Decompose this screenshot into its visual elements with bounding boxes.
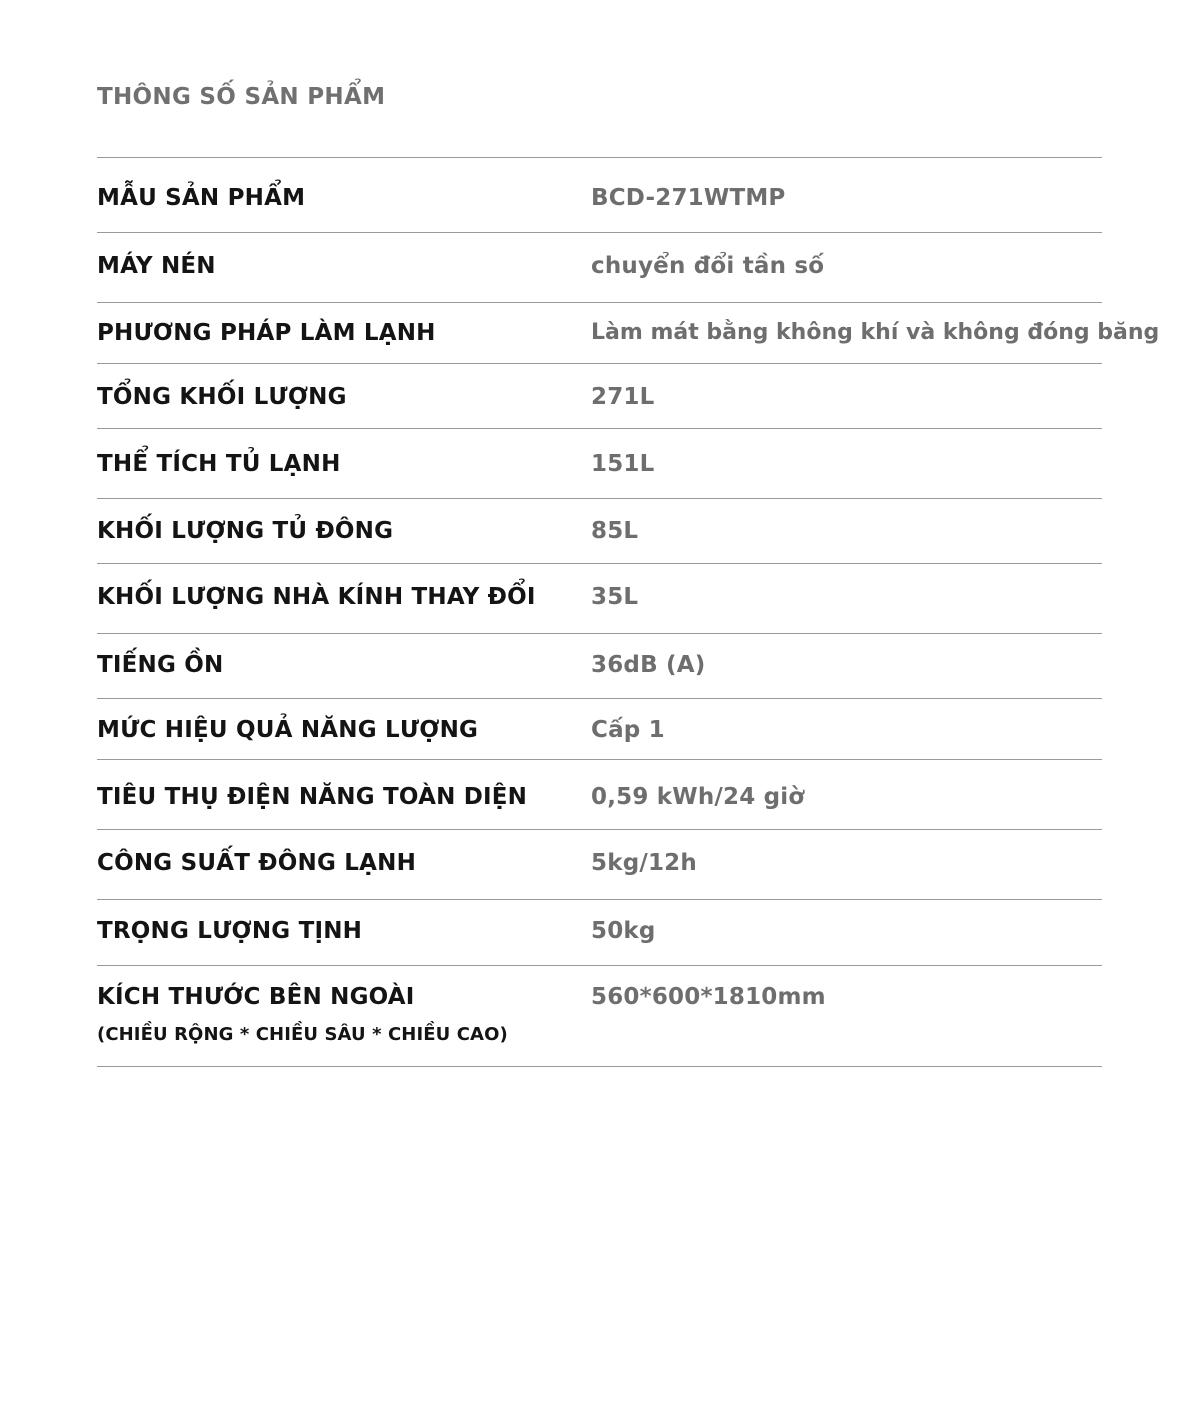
spec-label: MỨC HIỆU QUẢ NĂNG LƯỢNG	[97, 717, 479, 743]
spec-value: 36dB (A)	[591, 652, 706, 678]
spec-label-main: KÍCH THƯỚC BÊN NGOÀI	[97, 984, 415, 1010]
spec-value: chuyển đổi tần số	[591, 253, 825, 279]
spec-row-dimensions	[97, 966, 1102, 1067]
spec-value: 85L	[591, 518, 639, 544]
spec-row-cooling-method	[97, 303, 1160, 364]
spec-label: THỂ TÍCH TỦ LẠNH	[97, 451, 341, 477]
spec-value: 0,59 kWh/24 giờ	[591, 784, 805, 810]
spec-sublabel: (CHIỀU RỘNG * CHIỀU SÂU * CHIỀU CAO)	[97, 1024, 508, 1045]
spec-value: 151L	[591, 451, 655, 477]
spec-row-noise	[97, 634, 1102, 699]
spec-value: 560*600*1810mm	[591, 984, 826, 1010]
spec-row-compressor	[97, 233, 1102, 303]
spec-label: MÁY NÉN	[97, 253, 216, 279]
spec-value: Cấp 1	[591, 717, 665, 743]
spec-row-power-consumption	[97, 760, 1102, 830]
spec-row-freezing-capacity	[97, 830, 1102, 900]
spec-row-variable-volume	[97, 564, 1102, 634]
spec-label: TIẾNG ỒN	[97, 652, 224, 678]
spec-label: TIÊU THỤ ĐIỆN NĂNG TOÀN DIỆN	[97, 784, 528, 810]
spec-value: 35L	[591, 584, 639, 610]
section-title: THÔNG SỐ SẢN PHẨM	[97, 84, 386, 110]
spec-row-net-weight	[97, 900, 1102, 966]
spec-label: CÔNG SUẤT ĐÔNG LẠNH	[97, 850, 417, 876]
spec-label: KHỐI LƯỢNG TỦ ĐÔNG	[97, 518, 394, 544]
spec-value: 271L	[591, 384, 655, 410]
spec-table	[97, 157, 1160, 1067]
spec-row-fridge-volume	[97, 429, 1102, 499]
spec-label: TRỌNG LƯỢNG TỊNH	[97, 918, 363, 944]
spec-label: TỔNG KHỐI LƯỢNG	[97, 384, 347, 410]
spec-row-freezer-volume	[97, 499, 1102, 564]
spec-label: MẪU SẢN PHẨM	[97, 185, 306, 211]
spec-value: BCD-271WTMP	[591, 185, 786, 211]
spec-row-total-volume	[97, 364, 1102, 429]
spec-value: 5kg/12h	[591, 850, 697, 876]
spec-value: Làm mát bằng không khí và không đóng băng	[591, 320, 1160, 345]
spec-label	[97, 984, 577, 1045]
spec-row-energy-level	[97, 699, 1102, 760]
spec-label: KHỐI LƯỢNG NHÀ KÍNH THAY ĐỔI	[97, 584, 536, 610]
spec-label: PHƯƠNG PHÁP LÀM LẠNH	[97, 320, 436, 346]
spec-value: 50kg	[591, 918, 656, 944]
spec-row-model	[97, 158, 1102, 233]
